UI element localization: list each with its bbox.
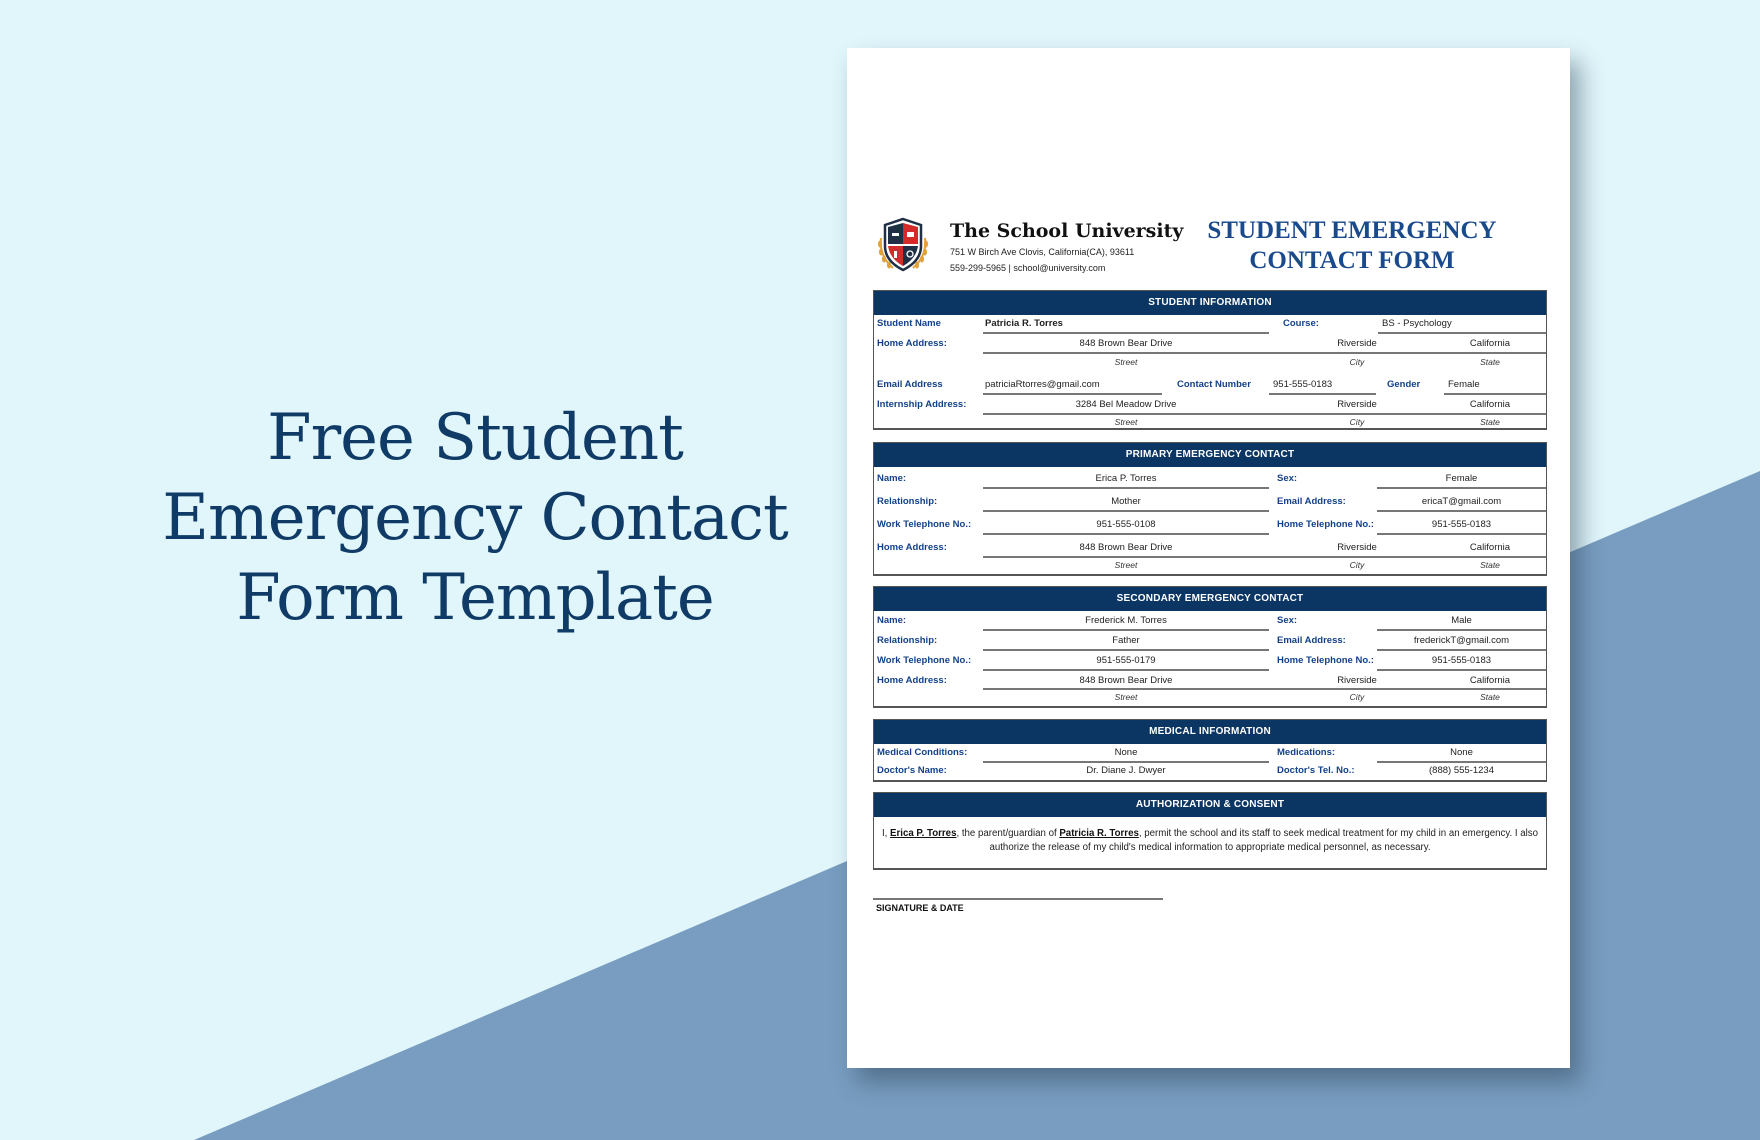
underline (983, 413, 1546, 415)
medications-field[interactable]: None (1450, 747, 1473, 758)
home-state-field[interactable]: California (1469, 338, 1511, 349)
student-name-reference[interactable]: Patricia R. Torres (1059, 828, 1139, 839)
contact-number-field[interactable]: 951-555-0183 (1273, 379, 1333, 390)
email-label: Email Address (877, 379, 943, 390)
underline (983, 487, 1269, 489)
hero-title-line: Form Template (236, 561, 714, 635)
work-telephone-label: Work Telephone No.: (877, 655, 972, 666)
sex-field[interactable]: Male (1451, 615, 1472, 626)
name-field[interactable]: Frederick M. Torres (1085, 615, 1167, 626)
home-telephone-label: Home Telephone No.: (1277, 519, 1374, 530)
contact-number-label: Contact Number (1177, 379, 1251, 390)
school-contact: 559-299-5965 | school@university.com (950, 263, 1106, 273)
intern-state-field[interactable]: California (1469, 399, 1511, 410)
section-heading: MEDICAL INFORMATION (874, 720, 1546, 744)
underline (983, 629, 1269, 631)
underline (1377, 533, 1546, 535)
underline (1377, 510, 1546, 512)
email-label: Email Address: (1277, 635, 1346, 646)
gender-label: Gender (1387, 379, 1421, 390)
primary-emergency-contact-section (873, 442, 1547, 576)
medical-conditions-field[interactable]: None (1114, 747, 1138, 758)
underline (983, 688, 1546, 690)
relationship-label: Relationship: (877, 496, 938, 507)
underline (983, 649, 1269, 651)
state-caption: State (1480, 417, 1500, 427)
consent-text: I, (881, 828, 891, 839)
section-heading: PRIMARY EMERGENCY CONTACT (874, 443, 1546, 467)
underline (983, 393, 1162, 395)
city-caption: City (1349, 417, 1365, 427)
form-title (1192, 216, 1512, 276)
gender-field[interactable]: Female (1448, 379, 1480, 390)
home-city-field[interactable]: Riverside (1337, 338, 1377, 349)
underline (1377, 649, 1546, 651)
section-heading: SECONDARY EMERGENCY CONTACT (874, 587, 1546, 611)
state-field[interactable]: California (1469, 675, 1511, 686)
name-label: Name: (877, 473, 907, 484)
underline (1378, 332, 1546, 334)
name-field[interactable]: Erica P. Torres (1095, 473, 1157, 484)
state-caption: State (1480, 560, 1500, 570)
sex-field[interactable]: Female (1445, 473, 1478, 484)
doctor-telephone-field[interactable]: (888) 555-1234 (1429, 765, 1494, 776)
underline (983, 533, 1269, 535)
student-name-label: Student Name (877, 318, 941, 329)
relationship-field[interactable]: Mother (1111, 496, 1141, 507)
state-field[interactable]: California (1469, 542, 1511, 553)
hero-title (120, 398, 830, 638)
signature-line[interactable] (873, 898, 1163, 900)
doctor-telephone-label: Doctor's Tel. No.: (1277, 765, 1355, 776)
university-logo-icon (875, 216, 931, 274)
doctor-name-field[interactable]: Dr. Diane J. Dwyer (1086, 765, 1166, 776)
home-street-field[interactable]: 848 Brown Bear Drive (1079, 338, 1173, 349)
doctor-name-label: Doctor's Name: (877, 765, 947, 776)
email-field[interactable]: ericaT@gmail.com (1421, 496, 1502, 507)
email-label: Email Address: (1277, 496, 1346, 507)
city-caption: City (1349, 357, 1365, 367)
underline (1377, 629, 1546, 631)
street-field[interactable]: 848 Brown Bear Drive (1079, 542, 1173, 553)
consent-statement (874, 827, 1546, 855)
state-caption: State (1480, 692, 1500, 702)
home-telephone-label: Home Telephone No.: (1277, 655, 1374, 666)
underline (1377, 669, 1546, 671)
underline (983, 352, 1546, 354)
home-address-label: Home Address: (877, 675, 947, 686)
underline (1269, 393, 1376, 395)
street-field[interactable]: 848 Brown Bear Drive (1079, 675, 1173, 686)
intern-city-field[interactable]: Riverside (1337, 399, 1377, 410)
sex-label: Sex: (1277, 615, 1298, 626)
underline (983, 669, 1269, 671)
intern-street-field[interactable]: 3284 Bel Meadow Drive (1075, 399, 1177, 410)
underline (1377, 761, 1546, 763)
course-label: Course: (1283, 318, 1319, 329)
street-caption: Street (1114, 560, 1138, 570)
email-field[interactable]: frederickT@gmail.com (1413, 635, 1510, 646)
city-field[interactable]: Riverside (1337, 675, 1377, 686)
home-telephone-field[interactable]: 951-555-0183 (1431, 655, 1492, 666)
section-heading: AUTHORIZATION & CONSENT (874, 793, 1546, 817)
street-caption: Street (1114, 417, 1138, 427)
name-label: Name: (877, 615, 907, 626)
student-information-section (873, 290, 1547, 430)
section-heading: STUDENT INFORMATION (874, 291, 1546, 315)
student-name-field[interactable]: Patricia R. Torres (985, 318, 1063, 329)
sex-label: Sex: (1277, 473, 1298, 484)
underline (983, 556, 1546, 558)
city-caption: City (1349, 560, 1365, 570)
work-telephone-field[interactable]: 951-555-0179 (1096, 655, 1156, 666)
course-field[interactable]: BS - Psychology (1382, 318, 1452, 329)
hero-title-line: Free Student (267, 401, 683, 475)
authorization-consent-section (873, 792, 1547, 870)
work-telephone-label: Work Telephone No.: (877, 519, 972, 530)
relationship-label: Relationship: (877, 635, 938, 646)
signature-date-label: SIGNATURE & DATE (876, 903, 964, 913)
form-title-line: CONTACT FORM (1249, 247, 1455, 274)
medical-conditions-label: Medical Conditions: (877, 747, 968, 758)
street-caption: Street (1114, 692, 1138, 702)
state-caption: State (1480, 357, 1500, 367)
home-telephone-field[interactable]: 951-555-0183 (1431, 519, 1492, 530)
school-name: The School University (950, 220, 1184, 242)
consent-text: , the parent/guardian of (956, 828, 1060, 839)
city-field[interactable]: Riverside (1337, 542, 1377, 553)
internship-address-label: Internship Address: (877, 399, 967, 410)
underline (1377, 487, 1546, 489)
home-address-label: Home Address: (877, 338, 947, 349)
street-caption: Street (1114, 357, 1138, 367)
form-title-line: STUDENT EMERGENCY (1207, 217, 1497, 244)
secondary-emergency-contact-section (873, 586, 1547, 708)
underline (983, 761, 1269, 763)
hero-title-line: Emergency Contact (162, 481, 788, 555)
consent-text: , permit the school and its staff to seek medical treatment for my child in an emergency. I also authorize the release of my child's medical information to appropriate medical personnel, as necessary. (989, 828, 1539, 853)
underline (983, 510, 1269, 512)
medical-information-section (873, 719, 1547, 782)
guardian-name[interactable]: Erica P. Torres (890, 828, 957, 839)
underline (983, 332, 1269, 334)
underline (1444, 393, 1546, 395)
city-caption: City (1349, 692, 1365, 702)
medications-label: Medications: (1277, 747, 1336, 758)
relationship-field[interactable]: Father (1112, 635, 1140, 646)
school-address: 751 W Birch Ave Clovis, California(CA), 93611 (950, 247, 1135, 257)
home-address-label: Home Address: (877, 542, 947, 553)
form-page (847, 48, 1570, 1068)
work-telephone-field[interactable]: 951-555-0108 (1096, 519, 1156, 530)
email-field[interactable]: patriciaRtorres@gmail.com (985, 379, 1100, 390)
